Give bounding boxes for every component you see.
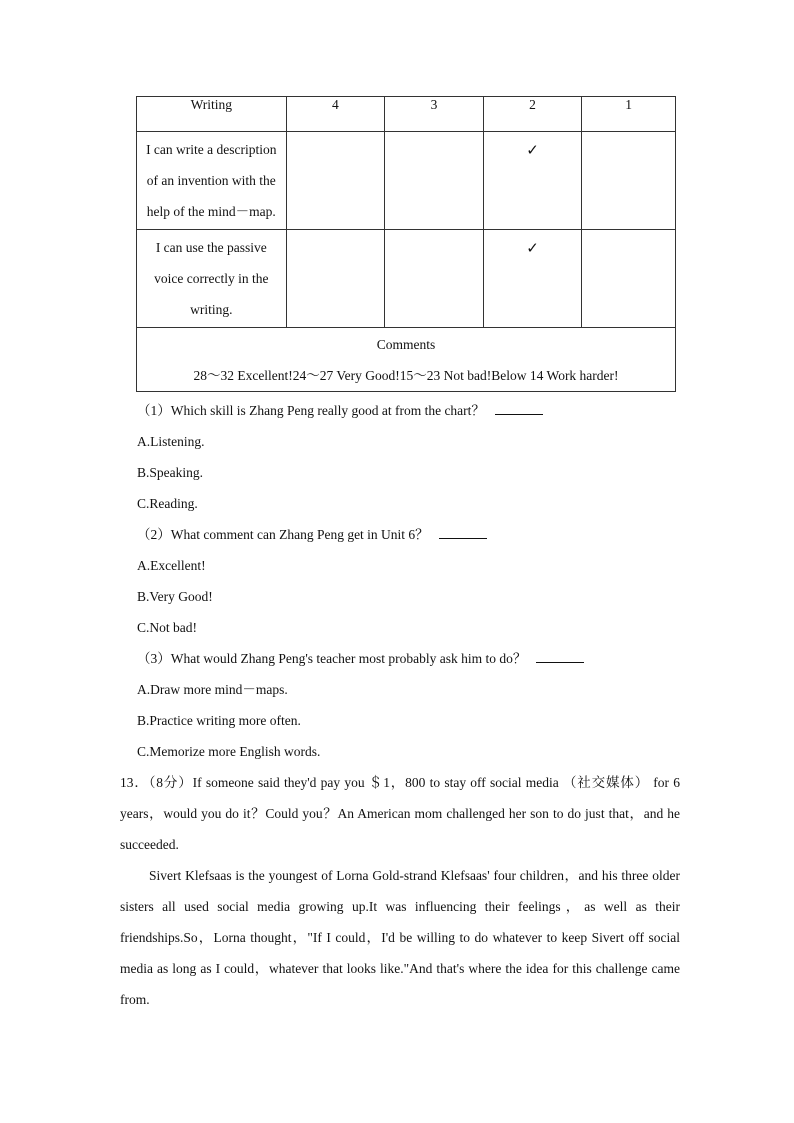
- skill-description-cell: [137, 132, 287, 230]
- score-2-cell: [483, 132, 582, 230]
- header-writing: Writing: [137, 97, 287, 132]
- comments-title: Comments: [376, 336, 436, 352]
- passage-intro: 13．（8分）If someone said they'd pay you ＄1，800 to stay off social media （社交媒体） for 6 years，would you do it？Could you？An American mom challenged her son to do just that，and he succeeded.: [120, 775, 680, 852]
- answer-blank[interactable]: [495, 402, 543, 415]
- score-1-cell: [582, 230, 676, 328]
- passage-paragraph: Sivert Klefsaas is the youngest of Lorna Gold-strand Klefsaas' four children，and his three older sisters all used social media growing up.It was influencing their feelings，as well as their friendships.So，Lorna thought，"If I could，I'd be willing to do whatever to keep Sivert off social media as long as I could，whatever that looks like."And that's where the idea for this challenge came from.: [120, 868, 680, 1007]
- skill-line: I can use the passive: [155, 240, 267, 255]
- writing-rubric-table: [136, 96, 676, 392]
- answer-option[interactable]: C.Memorize more English words.: [137, 744, 321, 759]
- skill-line: writing.: [190, 302, 233, 317]
- comments-scale: 28～32 Excellent!24～27 Very Good!15～23 Not bad!Below 14 Work harder!: [193, 367, 619, 383]
- skill-description-cell: [137, 230, 287, 328]
- skill-line: I can write a description: [146, 142, 277, 157]
- comments-cell: [137, 328, 676, 392]
- skill-line: of an invention with the: [146, 173, 276, 188]
- questions-section: [120, 395, 680, 1015]
- table-row: [137, 230, 676, 328]
- answer-option[interactable]: B.Very Good!: [137, 589, 213, 604]
- answer-option[interactable]: A.Listening.: [137, 434, 205, 449]
- score-3-cell: [385, 132, 484, 230]
- answer-option[interactable]: B.Speaking.: [137, 465, 203, 480]
- question-stem: （1）Which skill is Zhang Peng really good at from the chart？: [120, 395, 680, 426]
- score-1-cell: [582, 132, 676, 230]
- skill-line: voice correctly in the: [154, 271, 269, 286]
- answer-option[interactable]: C.Not bad!: [137, 620, 197, 635]
- answer-blank[interactable]: [536, 650, 584, 663]
- answer-option[interactable]: A.Excellent!: [137, 558, 206, 573]
- score-4-cell: [286, 230, 385, 328]
- header-score-4: 4: [286, 97, 385, 132]
- check-icon: ✓: [526, 141, 539, 159]
- check-icon: ✓: [526, 239, 539, 257]
- header-score-2: 2: [483, 97, 582, 132]
- answer-option[interactable]: C.Reading.: [137, 496, 198, 511]
- skill-line: help of the mind－map.: [146, 204, 276, 219]
- table-header-row: [137, 97, 676, 132]
- score-2-cell: [483, 230, 582, 328]
- question-stem: （3）What would Zhang Peng's teacher most probably ask him to do？: [120, 643, 680, 674]
- answer-blank[interactable]: [439, 526, 487, 539]
- header-score-1: 1: [582, 97, 676, 132]
- score-4-cell: [286, 132, 385, 230]
- table-row: [137, 132, 676, 230]
- question-stem: （2）What comment can Zhang Peng get in Unit 6？: [120, 519, 680, 550]
- answer-option[interactable]: B.Practice writing more often.: [137, 713, 301, 728]
- comments-row: [137, 328, 676, 392]
- header-score-3: 3: [385, 97, 484, 132]
- answer-option[interactable]: A.Draw more mind－maps.: [137, 682, 288, 697]
- score-3-cell: [385, 230, 484, 328]
